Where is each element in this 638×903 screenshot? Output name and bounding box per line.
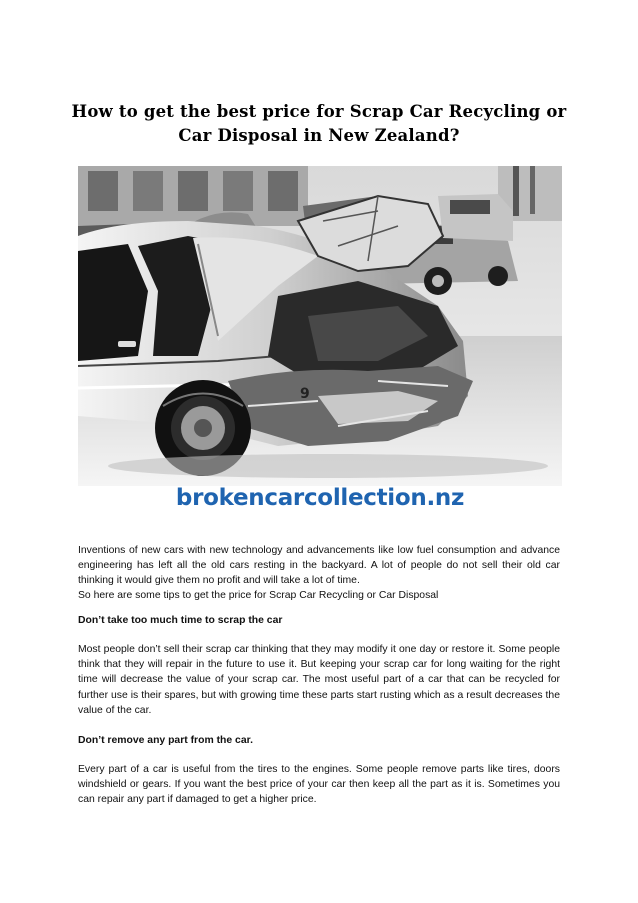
license-plate-text: 9	[300, 386, 310, 402]
document-title: How to get the best price for Scrap Car Recycling or Car Disposal in New Zealand?	[71, 102, 567, 145]
section-heading: Don’t remove any part from the car.	[78, 735, 253, 746]
section-body: Most people don’t sell their scrap car thinking that they may modify it one day or restore it. Some people think that they will repair in the future to use it. But keeping your scrap car for long waiting for the right time will decrease the value of your scrap car. The most useful part of a car that can be recycled for further use is their spares, but with growing time these parts start rusting which as a result decreases the value of the car.	[78, 644, 560, 716]
section-body: Every part of a car is useful from the tires to the engines. Some people remove parts like tires, doors windshield or gears. If you want the best price of your car then keep all the part as it is. Sometimes you can repair any part if damaged to get a higher price.	[78, 764, 560, 806]
tips-intro-paragraph: So here are some tips to get the price for Scrap Car Recycling or Car Disposal	[78, 590, 439, 601]
intro-paragraph: Inventions of new cars with new technology and advancements like low fuel consumption and advance engineering has left all the old cars resting in the backyard. A lot of people do not sell their old car thinking it would give them no profit and will take a lot of time.	[78, 545, 560, 587]
wrecked-car-photo	[78, 166, 562, 486]
brand-logo-text: brokencarcollection.nz	[175, 485, 465, 511]
section-heading: Don’t take too much time to scrap the car	[78, 615, 283, 626]
